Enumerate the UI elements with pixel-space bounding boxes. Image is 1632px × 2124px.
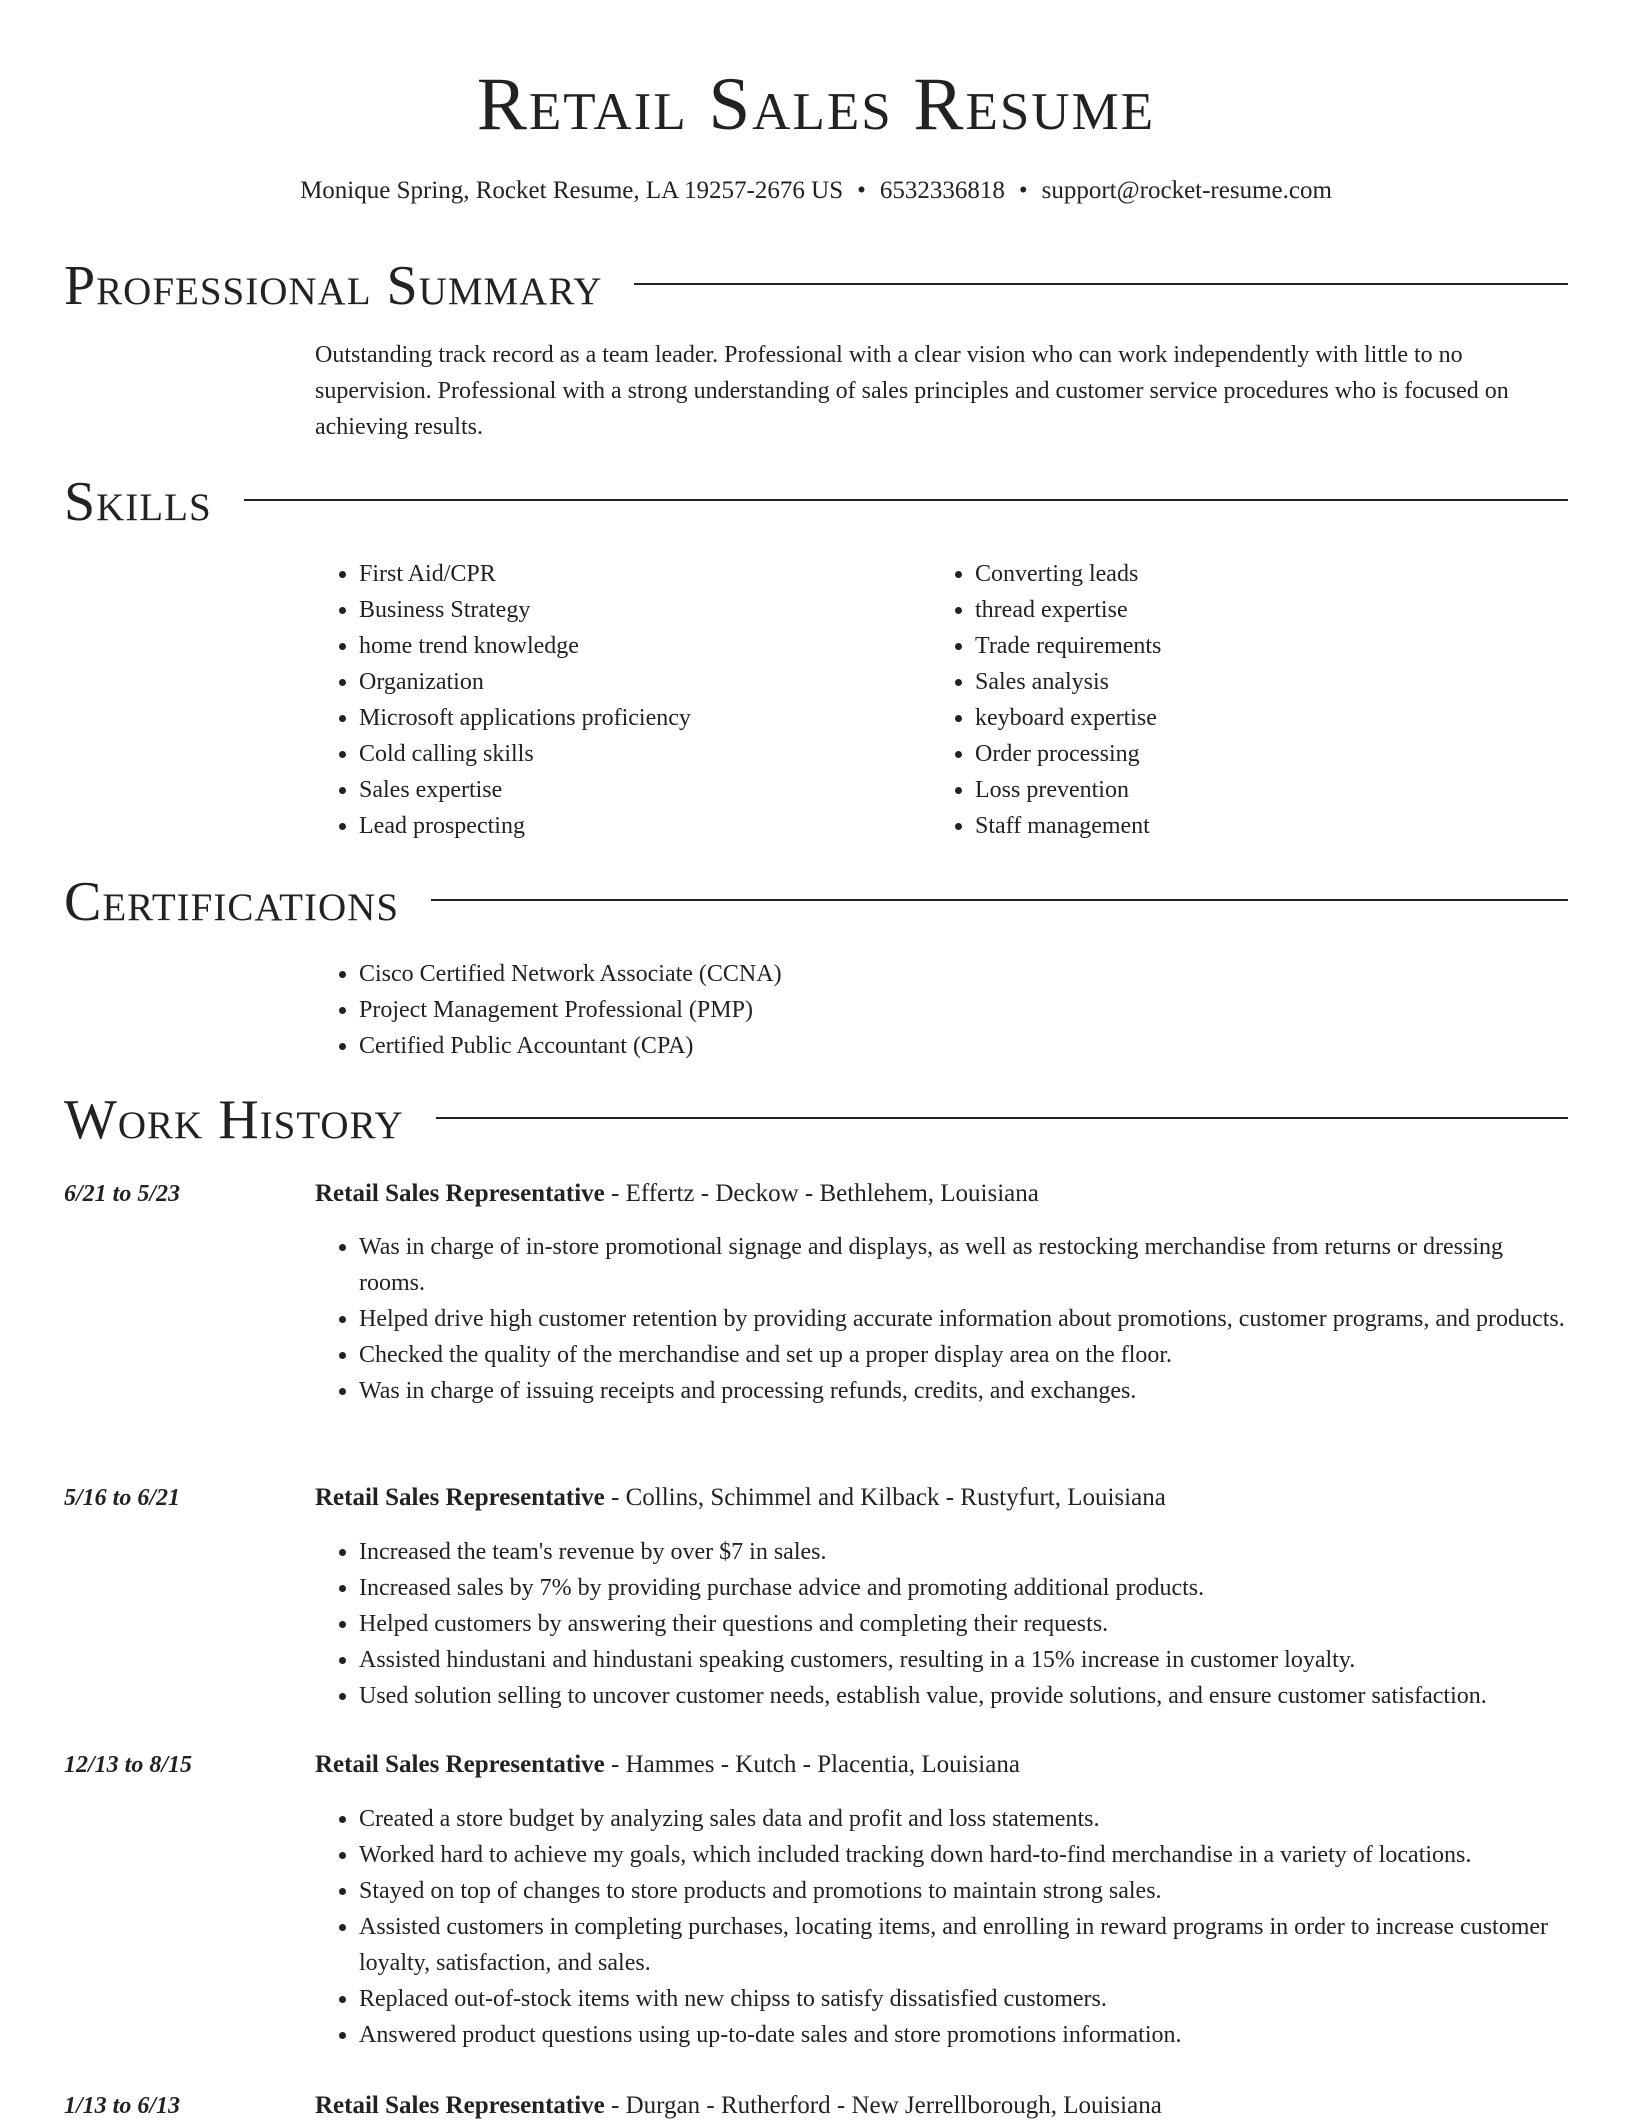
job-duty-list [315,1229,1569,1409]
job-title-line [315,1480,1569,1516]
section-divider [244,499,1568,501]
skill-item: • Lead prospecting [359,808,915,844]
job-duty-item: • Helped customers by answering their questions and completing their requests. [359,1606,1569,1642]
skill-item: • home trend knowledge [359,628,915,664]
skills-left-list [315,556,915,844]
job-duty-item: • Was in charge of issuing receipts and processing refunds, credits, and exchanges. [359,1373,1569,1409]
job-duty-item: • Increased the team's revenue by over $7 in sales. [359,1534,1569,1570]
job-duty-item: • Was in charge of in-store promotional signage and displays, as well as restocking merchandise from returns or dressing rooms. [359,1229,1569,1301]
job-duty-list [315,1534,1569,1714]
job-duty-item: • Created a store budget by analyzing sales data and profit and loss statements. [359,1801,1569,1837]
skill-item: • Microsoft applications proficiency [359,700,915,736]
job-employer: - Collins, Schimmel and Kilback - Rustyfurt, Louisiana [604,1484,1166,1511]
contact-separator: • [1018,177,1028,204]
job-title-line [315,1176,1569,1212]
certifications-section-header [64,870,1568,934]
skill-item: • Staff management [975,808,1531,844]
certification-item: • Certified Public Accountant (CPA) [359,1028,782,1064]
skill-item: • Business Strategy [359,592,915,628]
skills-section-header [64,470,1568,534]
job-dates: 1/13 to 6/13 [64,2093,181,2119]
job-duty-item: • Used solution selling to uncover customer needs, establish value, provide solutions, and ensure customer satisfaction. [359,1678,1569,1714]
job-duty-item: • Worked hard to achieve my goals, which included tracking down hard-to-find merchandise in a variety of locations. [359,1837,1569,1873]
contact-phone: 6532336818 [879,177,1005,204]
certification-item: • Project Management Professional (PMP) [359,992,782,1028]
job-duties [315,1534,1569,1714]
job-role: Retail Sales Representative [315,1484,605,1511]
contact-address: Monique Spring, Rocket Resume, LA 19257-2676 US [300,177,844,204]
job-employer: - Durgan - Rutherford - New Jerrellborough, Louisiana [604,2092,1162,2119]
job-title-line [315,2088,1569,2124]
skills-right-list [931,556,1531,844]
skills-right-column [931,556,1531,844]
job-duty-item: • Replaced out-of-stock items with new chipss to satisfy dissatisfied customers. [359,1981,1569,2017]
job-dates: 6/21 to 5/23 [64,1181,181,1207]
job-duties [315,1229,1569,1409]
certifications-heading: Certifications [64,871,400,933]
job-duty-item: • Answered product questions using up-to-date sales and store promotions information. [359,2017,1569,2053]
job-dates: 5/16 to 6/21 [64,1485,181,1511]
job-duty-item: • Checked the quality of the merchandise and set up a proper display area on the floor. [359,1337,1569,1373]
skill-item: • keyboard expertise [975,700,1531,736]
section-divider [431,899,1568,901]
summary-section-header [64,254,1568,318]
skill-item: • Converting leads [975,556,1531,592]
skill-item: • Sales expertise [359,772,915,808]
skill-item: • thread expertise [975,592,1531,628]
summary-heading: Professional Summary [64,255,603,317]
section-divider [634,283,1568,285]
work-history-heading: Work History [64,1089,404,1151]
job-employer: - Hammes - Kutch - Placentia, Louisiana [604,1751,1020,1778]
job-duty-list [315,1801,1569,2053]
job-duty-item: • Helped drive high customer retention by providing accurate information about promotions, customer programs, and products. [359,1301,1569,1337]
job-dates: 12/13 to 8/15 [64,1752,193,1778]
contact-line [0,174,1632,208]
skills-heading: Skills [64,471,212,533]
job-title-line [315,1747,1569,1783]
section-divider [436,1117,1568,1119]
job-duty-item: • Assisted hindustani and hindustani speaking customers, resulting in a 15% increase in customer loyalty. [359,1642,1569,1678]
skills-left-column [315,556,915,844]
skill-item: • First Aid/CPR [359,556,915,592]
resume-title: Retail Sales Resume [476,63,1156,146]
skill-item: • Organization [359,664,915,700]
skill-item: • Loss prevention [975,772,1531,808]
skill-item: • Trade requirements [975,628,1531,664]
work-history-section-header [64,1088,1568,1152]
summary-text: Outstanding track record as a team leader. Professional with a clear vision who can work independently with little to no supervision. Professional with a strong understanding of sales principles and customer service procedures who is focused on achieving results. [315,342,1509,440]
skill-item: • Order processing [975,736,1531,772]
job-employer: - Effertz - Deckow - Bethlehem, Louisiana [604,1180,1039,1207]
job-duties [315,1801,1569,2053]
contact-separator: • [857,177,866,204]
skill-item: • Sales analysis [975,664,1531,700]
certification-item: • Cisco Certified Network Associate (CCNA) [359,956,782,992]
job-duty-item: • Stayed on top of changes to store products and promotions to maintain strong sales. [359,1873,1569,1909]
job-role: Retail Sales Representative [315,1180,605,1207]
job-role: Retail Sales Representative [315,2092,605,2119]
certifications-list-wrap [315,956,782,1064]
contact-email: support@rocket-resume.com [1041,177,1332,204]
job-role: Retail Sales Representative [315,1751,605,1778]
job-duty-item: • Increased sales by 7% by providing purchase advice and promoting additional products. [359,1570,1569,1606]
certifications-list [315,956,782,1064]
job-duty-item: • Assisted customers in completing purchases, locating items, and enrolling in reward programs in order to increase customer loyalty, satisfaction, and sales. [359,1909,1569,1981]
skill-item: • Cold calling skills [359,736,915,772]
